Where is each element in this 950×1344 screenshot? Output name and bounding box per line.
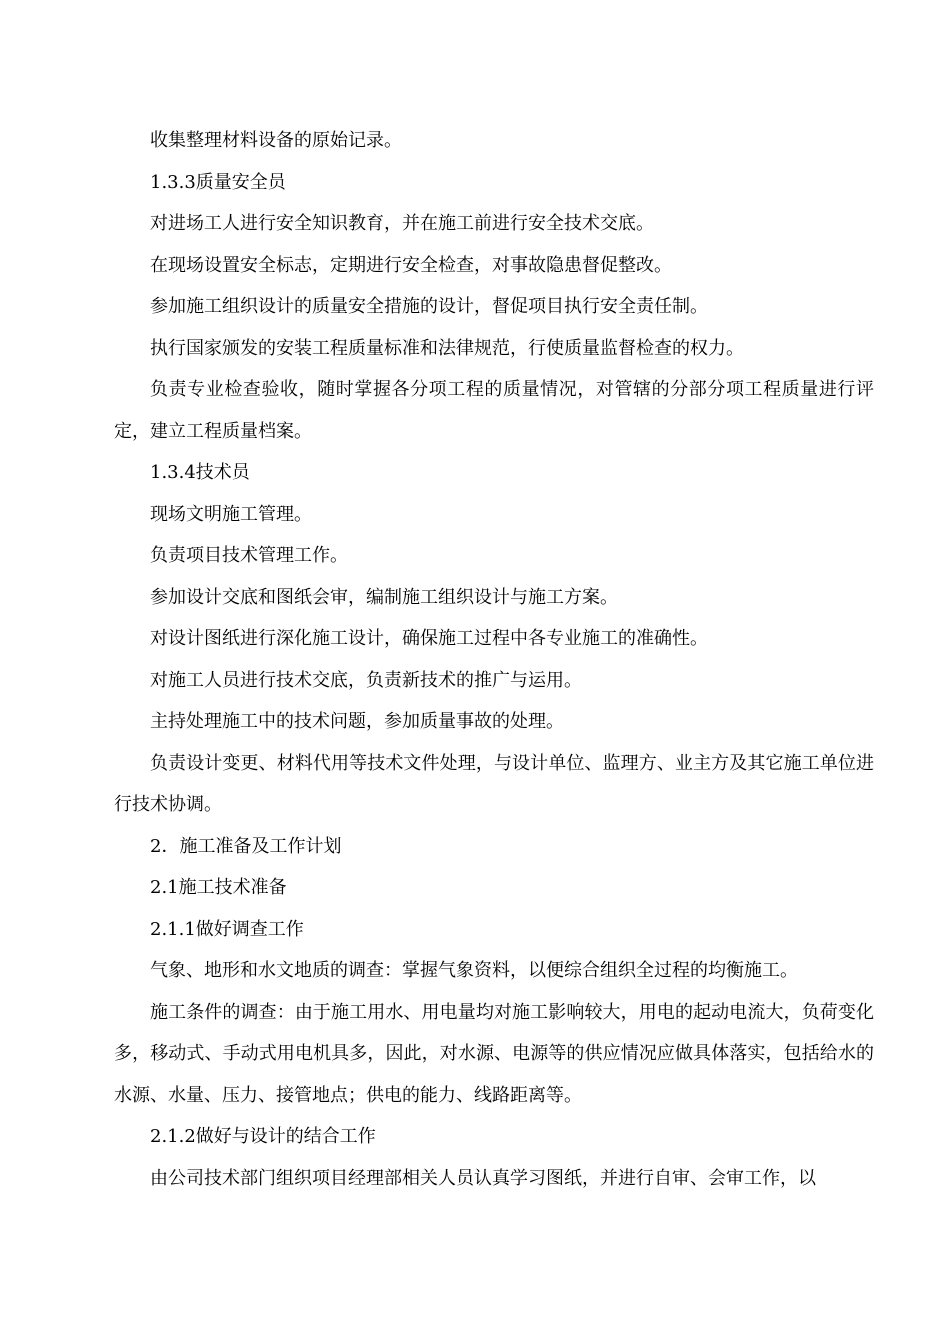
section-heading-1-3-4: 1.3.4技术员 <box>150 462 250 483</box>
paragraph: 主持处理施工中的技术问题，参加质量事故的处理。 <box>150 711 564 732</box>
paragraph: 对进场工人进行安全知识教育，并在施工前进行安全技术交底。 <box>150 213 654 234</box>
section-heading-1-3-3: 1.3.3质量安全员 <box>150 171 286 193</box>
paragraph: 负责专业检查验收，随时掌握各分项工程的质量情况，对管辖的分部分项工程质量进行评定，建立工程质量档案。 <box>114 379 874 442</box>
paragraph: 对施工人员进行技术交底，负责新技术的推广与运用。 <box>150 669 582 691</box>
paragraph: 由公司技术部门组织项目经理部相关人员认真学习图纸，并进行自审、会审工作，以 <box>150 1167 816 1189</box>
section-heading-2-1-2: 2.1.2做好与设计的结合工作 <box>150 1126 376 1147</box>
paragraph: 参加施工组织设计的质量安全措施的设计，督促项目执行安全责任制。 <box>150 296 708 317</box>
paragraph: 负责设计变更、材料代用等技术文件处理，与设计单位、监理方、业主方及其它施工单位进行技术协调。 <box>114 752 874 815</box>
paragraph: 对设计图纸进行深化施工设计，确保施工过程中各专业施工的准确性。 <box>150 628 708 649</box>
paragraph: 负责项目技术管理工作。 <box>150 545 348 566</box>
paragraph: 施工条件的调查：由于施工用水、用电量均对施工影响较大，用电的起动电流大，负荷变化多，移动式、手动式用电机具多，因此，对水源、电源等的供应情况应做具体落实，包括给水的水源、水量、压力、接管地点；供电的能力、线路距离等。 <box>114 1001 874 1106</box>
paragraph: 参加设计交底和图纸会审，编制施工组织设计与施工方案。 <box>150 586 618 608</box>
paragraph: 气象、地形和水文地质的调查：掌握气象资料，以便综合组织全过程的均衡施工。 <box>150 960 798 981</box>
section-heading-2: 2．施工准备及工作计划 <box>150 835 342 857</box>
section-heading-2-1: 2.1施工技术准备 <box>150 877 287 898</box>
paragraph: 在现场设置安全标志，定期进行安全检查，对事故隐患督促整改。 <box>150 254 672 276</box>
section-heading-2-1-1: 2.1.1做好调查工作 <box>150 918 304 940</box>
paragraph: 现场文明施工管理。 <box>150 503 312 525</box>
document-body <box>114 120 874 1199</box>
paragraph: 执行国家颁发的安装工程质量标准和法律规范，行使质量监督检查的权力。 <box>150 337 744 359</box>
paragraph: 收集整理材料设备的原始记录。 <box>150 130 402 151</box>
